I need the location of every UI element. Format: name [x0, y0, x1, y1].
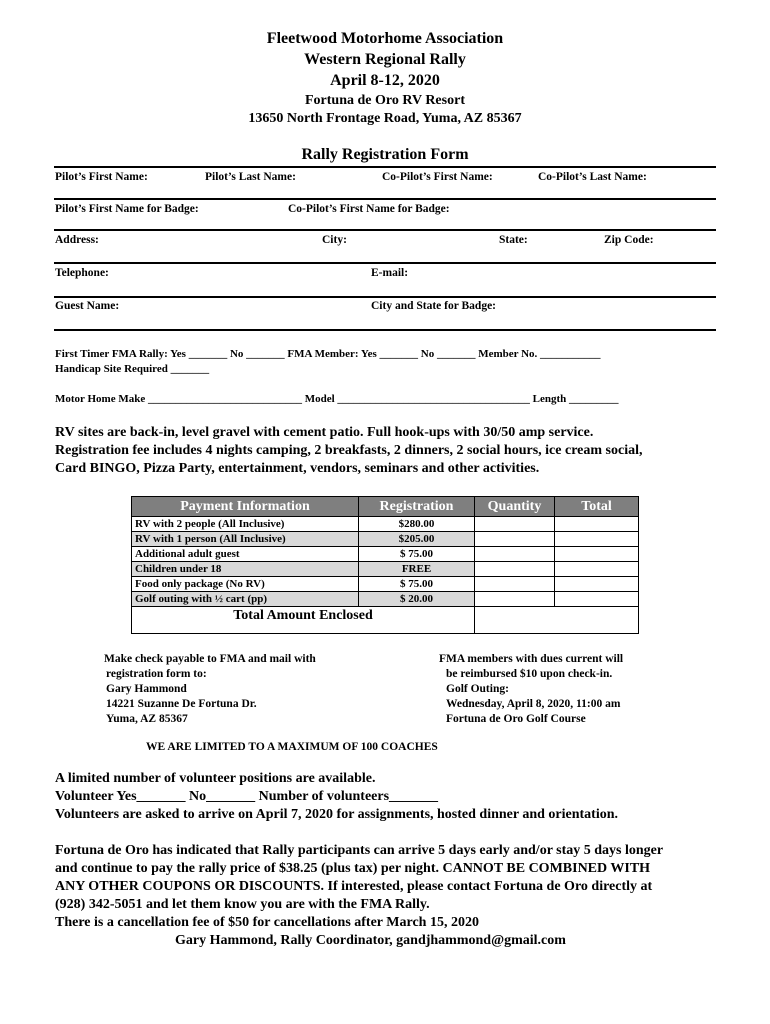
payment-table-header [132, 497, 639, 517]
volunteer-line: Volunteers are asked to arrive on April 7, 2020 for assignments, hosted dinner and orientation. [55, 807, 619, 822]
col-header-registration: Registration [359, 497, 475, 517]
payment-price: $ 75.00 [359, 547, 475, 562]
total-amount-label: Total Amount Enclosed [132, 607, 475, 634]
payment-table [131, 496, 639, 634]
motorhome-line[interactable]: Motor Home Make ____________________________ Model ___________________________________ Length _________ [55, 393, 619, 405]
quantity-cell[interactable] [475, 592, 555, 607]
copilot-last-name-field[interactable]: Co-Pilot’s Last Name: [538, 171, 647, 183]
total-cell[interactable] [555, 547, 639, 562]
intro-line: Registration fee includes 4 nights camping, 2 breakfasts, 2 dinners, 2 social hours, ice cream social, [55, 443, 643, 458]
copilot-first-name-field[interactable]: Co-Pilot’s First Name: [382, 171, 493, 183]
quantity-cell[interactable] [475, 562, 555, 577]
mail-line: Make check payable to FMA and mail with [104, 653, 316, 665]
city-state-badge-field[interactable]: City and State for Badge: [371, 300, 497, 312]
payment-item: Additional adult guest [132, 547, 359, 562]
first-timer-member-line[interactable]: First Timer FMA Rally: Yes _______ No _______ FMA Member: Yes _______ No _______ Member No. ___________ [55, 348, 601, 360]
mail-line: Gary Hammond [106, 683, 187, 695]
payment-price: $ 20.00 [359, 592, 475, 607]
table-row [132, 547, 639, 562]
mail-instructions [104, 652, 316, 727]
telephone-field[interactable]: Telephone: [55, 267, 109, 279]
member-line: be reimbursed $10 upon check-in. [446, 668, 613, 680]
total-amount-cell[interactable] [475, 607, 639, 634]
closing-line: and continue to pay the rally price of $38.25 (plus tax) per night. CANNOT BE COMBINED WITH [55, 861, 651, 876]
payment-price: FREE [359, 562, 475, 577]
handicap-site-line[interactable]: Handicap Site Required _______ [55, 363, 210, 375]
volunteer-line: A limited number of volunteer positions are available. [55, 771, 376, 786]
total-cell[interactable] [555, 592, 639, 607]
member-line: Fortuna de Oro Golf Course [446, 713, 586, 725]
copilot-badge-name-field[interactable]: Co-Pilot’s First Name for Badge: [288, 203, 450, 215]
closing-line: (928) 342-5051 and let them know you are with the FMA Rally. [55, 897, 430, 912]
divider [54, 329, 716, 331]
quantity-cell[interactable] [475, 517, 555, 532]
total-cell[interactable] [555, 517, 639, 532]
member-info [439, 652, 623, 727]
total-row [132, 607, 639, 634]
payment-item: Food only package (No RV) [132, 577, 359, 592]
venue-name: Fortuna de Oro RV Resort [305, 93, 465, 108]
coach-limit-notice: WE ARE LIMITED TO A MAXIMUM OF 100 COACHES [146, 741, 438, 753]
association-title: Fleetwood Motorhome Association [266, 30, 504, 47]
event-title: Western Regional Rally [304, 51, 466, 68]
guest-name-field[interactable]: Guest Name: [55, 300, 120, 312]
intro-line: RV sites are back-in, level gravel with cement patio. Full hook-ups with 30/50 amp service. [55, 425, 594, 440]
intro-line: Card BINGO, Pizza Party, entertainment, vendors, seminars and other activities. [55, 461, 540, 476]
pilot-badge-name-field[interactable]: Pilot’s First Name for Badge: [55, 203, 199, 215]
member-line: Golf Outing: [446, 683, 509, 695]
cancellation-line: There is a cancellation fee of $50 for cancellations after March 15, 2020 [55, 915, 479, 930]
table-row [132, 577, 639, 592]
mail-line: registration form to: [106, 668, 207, 680]
state-field[interactable]: State: [499, 234, 528, 246]
mail-line: 14221 Suzanne De Fortuna Dr. [106, 698, 257, 710]
total-cell[interactable] [555, 532, 639, 547]
table-row [132, 592, 639, 607]
pilot-first-name-field[interactable]: Pilot’s First Name: [55, 171, 148, 183]
payment-price: $ 75.00 [359, 577, 475, 592]
email-field[interactable]: E-mail: [371, 267, 409, 279]
form-title: Rally Registration Form [301, 146, 469, 163]
col-header-total: Total [555, 497, 639, 517]
member-line: FMA members with dues current will [439, 653, 624, 665]
col-header-payment-info: Payment Information [132, 497, 359, 517]
mail-line: Yuma, AZ 85367 [106, 713, 188, 725]
total-cell[interactable] [555, 577, 639, 592]
payment-item: Golf outing with ½ cart (pp) [132, 592, 359, 607]
divider [54, 198, 716, 200]
address-field[interactable]: Address: [55, 234, 99, 246]
payment-item: Children under 18 [132, 562, 359, 577]
zip-code-field[interactable]: Zip Code: [604, 234, 654, 246]
total-cell[interactable] [555, 562, 639, 577]
col-header-quantity: Quantity [475, 497, 555, 517]
coordinator-signature: Gary Hammond, Rally Coordinator, gandjhammond@gmail.com [175, 933, 566, 948]
divider [54, 296, 716, 298]
quantity-cell[interactable] [475, 547, 555, 562]
venue-address: 13650 North Frontage Road, Yuma, AZ 85367 [248, 111, 522, 126]
pilot-last-name-field[interactable]: Pilot’s Last Name: [205, 171, 296, 183]
table-row [132, 517, 639, 532]
divider [54, 166, 716, 168]
event-dates: April 8-12, 2020 [330, 72, 440, 89]
volunteer-count-line[interactable]: Volunteer Yes_______ No_______ Number of volunteers_______ [55, 789, 439, 804]
divider [54, 262, 716, 264]
divider [54, 229, 716, 231]
quantity-cell[interactable] [475, 577, 555, 592]
quantity-cell[interactable] [475, 532, 555, 547]
closing-line: Fortuna de Oro has indicated that Rally participants can arrive 5 days early and/or stay 5 days longer [55, 843, 664, 858]
table-row [132, 532, 639, 547]
table-row [132, 562, 639, 577]
payment-price: $280.00 [359, 517, 475, 532]
city-field[interactable]: City: [322, 234, 347, 246]
payment-price: $205.00 [359, 532, 475, 547]
payment-item: RV with 1 person (All Inclusive) [132, 532, 359, 547]
payment-item: RV with 2 people (All Inclusive) [132, 517, 359, 532]
member-line: Wednesday, April 8, 2020, 11:00 am [446, 698, 621, 710]
closing-line: ANY OTHER COUPONS OR DISCOUNTS. If interested, please contact Fortuna de Oro directly at [55, 879, 653, 894]
